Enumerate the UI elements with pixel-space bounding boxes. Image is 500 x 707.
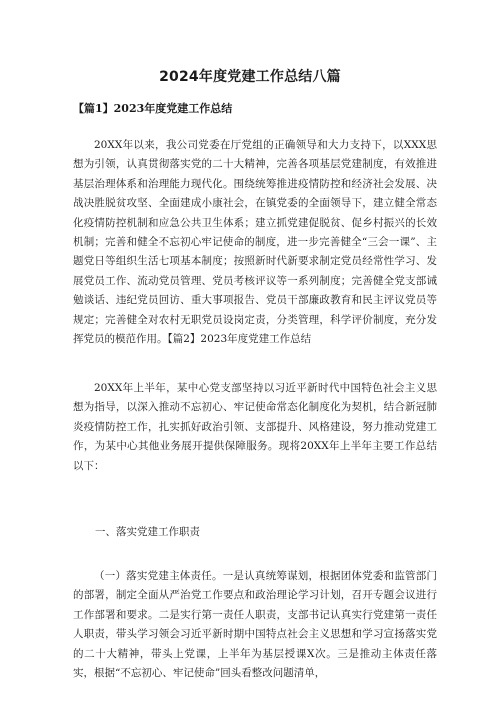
subsection-heading: 一、落实党建工作职责 xyxy=(95,526,200,538)
paragraph-3: （一）落实党建主体责任。一是认真统筹谋划，根据团体党委和监管部门的部署，制定全面从严治党工作要点和政治理论学习计划，召开专题会议进行工作部署和要求。二是实行第一责任人职责，支部书记认真实行党建第一责任人职责，带头学习领会习近平新时期中国特点社会主义思想和学习宣扬落实党的二十大精神，带头上党课，上半年为基层授课X次。三是推动主体责任落实，根据“不忘初心、牢记使命”回头看整改问题清单， xyxy=(73,570,437,680)
section-heading: 【篇1】2023年度党建工作总结 xyxy=(73,102,233,115)
document-title: 2024年度党建工作总结八篇 xyxy=(159,69,341,85)
paragraph-2: 20XX年上半年，某中心党支部坚持以习近平新时代中国特色社会主义思想为指导，以深入推动不忘初心、牢记使命常态化制度化为契机，结合新冠肺炎疫情防控工作，扎实抓好政治引领、支部提升、风格建设，努力推动党建工作，为某中心其他业务展开提供保障服务。现将20XX年上半年主要工作总结以下： xyxy=(73,382,437,472)
paragraph-1: 20XX年以来，我公司党委在厅党组的正确领导和大力支持下，以XXX思想为引领，认真贯彻落实党的二十大精神，完善各项基层党建制度，有效推进基层治理体系和治理能力现代化。围绕统筹推进疫情防控和经济社会发展、决战决胜脱贫攻坚、全面建成小康社会，在镇党委的全面领导下，建立健全常态化疫情防控机制和应急公共卫生体系；建立抓党建促脱贫、促乡村振兴的长效机制；完善和健全不忘初心牢记使命的制度，进一步完善健全“三会一课”、主题党日等组织生活七项基本制度；按照新时代新要求制定党员经常性学习、发展党员工作、流动党员管理、党员考核评议等一系列制度；完善健全党支部诫勉谈话、违纪党员回访、重大事项报告、党员干部廉政教育和民主评议党员等规定；完善健全对农村无职党员设岗定责，分类管理，科学评价制度，充分发挥党员的模范作用。【篇2】2023年度党建工作总结 xyxy=(73,139,437,346)
